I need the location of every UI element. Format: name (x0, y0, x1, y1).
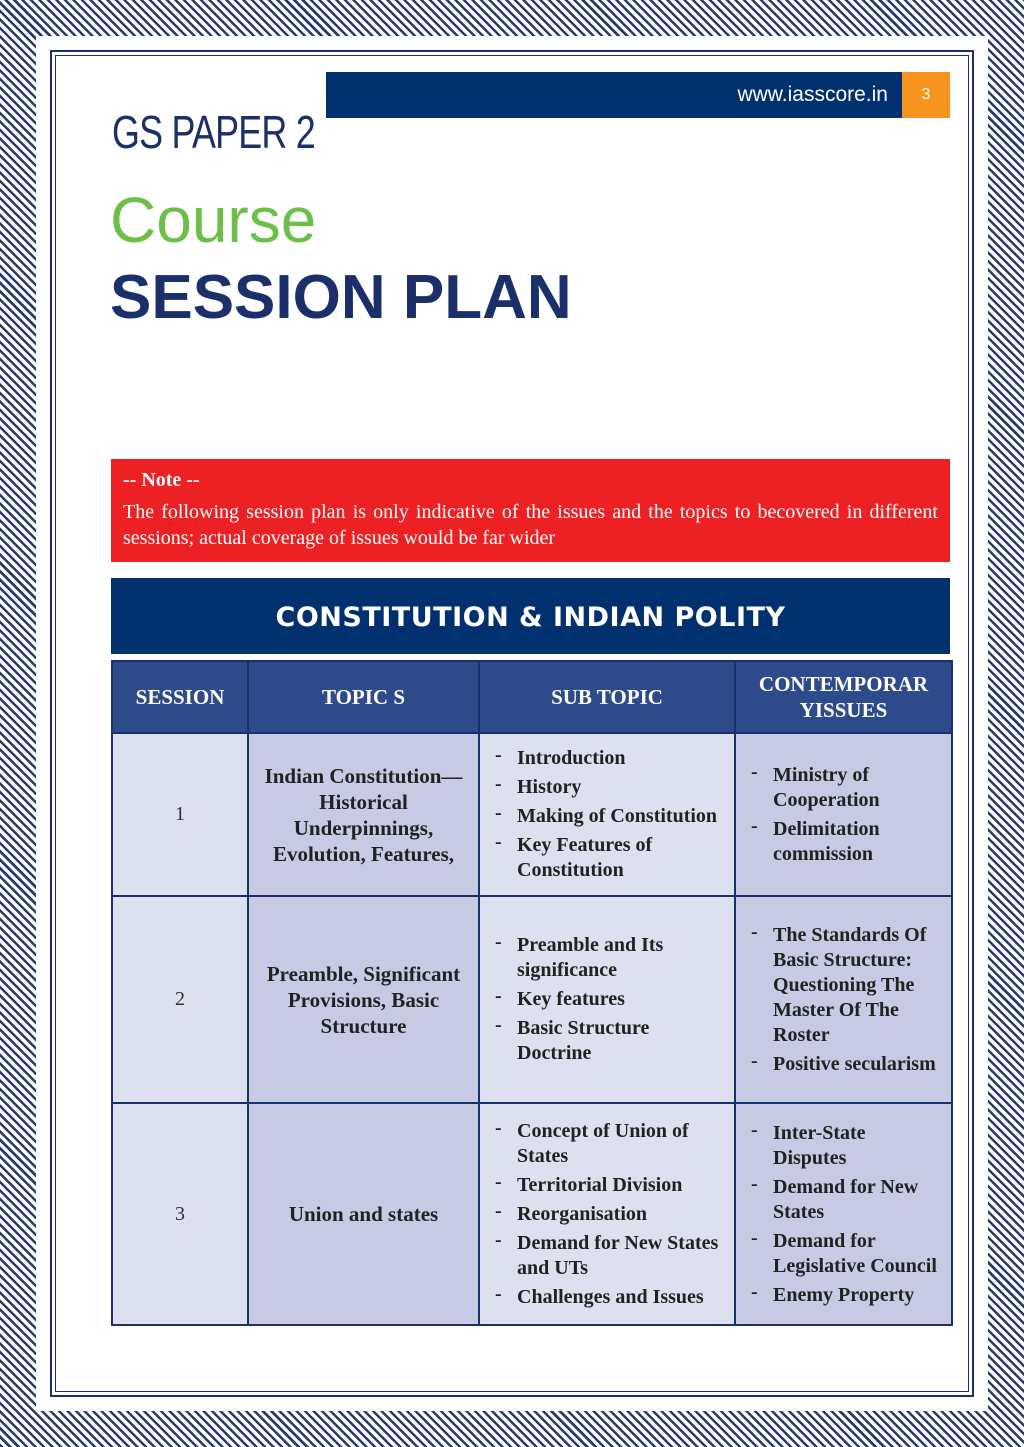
table-header-row (112, 661, 952, 733)
note-title: -- Note -- (123, 469, 200, 491)
list-item: - Demand for New States and UTs (493, 1231, 725, 1281)
session-number: 1 (112, 733, 248, 896)
table-row (112, 896, 952, 1103)
issues-list (737, 923, 950, 1077)
list-item: - Introduction (493, 746, 725, 771)
subtopic-list (481, 1119, 733, 1310)
table-row (112, 733, 952, 896)
session-number: 2 (112, 896, 248, 1103)
subtopic-cell (479, 1103, 735, 1325)
issues-cell (735, 1103, 952, 1325)
list-item: - Basic Structure Doctrine (493, 1016, 725, 1066)
session-plan-table (111, 660, 953, 1326)
list-item: - Ministry of Cooperation (749, 763, 942, 813)
list-item: - Key features (493, 987, 725, 1012)
paper-title: GS PAPER 2 (112, 106, 315, 158)
website-link[interactable]: www.iasscore.in (737, 83, 888, 106)
subtopic-cell (479, 733, 735, 896)
header-bar (326, 72, 902, 118)
list-item: - Concept of Union of States (493, 1119, 725, 1169)
issues-cell (735, 733, 952, 896)
list-item: - History (493, 775, 725, 800)
column-header-topics: TOPIC S (248, 661, 479, 733)
heading-course: Course (110, 184, 317, 256)
section-title: CONSTITUTION & INDIAN POLITY (111, 578, 950, 654)
column-header-contemporary-issues: CONTEMPORAR YISSUES (735, 661, 952, 733)
list-item: - The Standards Of Basic Structure: Questioning The Master Of The Roster (749, 923, 942, 1048)
subtopic-list (481, 933, 733, 1066)
list-item: - Delimitation commission (749, 817, 942, 867)
list-item: - Making of Constitution (493, 804, 725, 829)
list-item: - Positive secularism (749, 1052, 942, 1077)
note-body: The following session plan is only indicative of the issues and the topics to becovered in different sessions; actual coverage of issues would be far wider (123, 501, 938, 549)
issues-list (737, 1121, 950, 1308)
list-item: - Territorial Division (493, 1173, 725, 1198)
issues-list (737, 763, 950, 867)
table-row (112, 1103, 952, 1325)
subtopic-list (481, 746, 733, 883)
list-item: - Demand for New States (749, 1175, 942, 1225)
column-header-subtopic: SUB TOPIC (479, 661, 735, 733)
list-item: - Key Features of Constitution (493, 833, 725, 883)
topic-cell: Preamble, Significant Provisions, Basic Structure (248, 896, 479, 1103)
topic-cell: Union and states (248, 1103, 479, 1325)
issues-cell (735, 896, 952, 1103)
list-item: - Demand for Legislative Council (749, 1229, 942, 1279)
subtopic-cell (479, 896, 735, 1103)
list-item: - Challenges and Issues (493, 1285, 725, 1310)
page (36, 36, 988, 1411)
page-number: 3 (902, 72, 950, 118)
list-item: - Inter-State Disputes (749, 1121, 942, 1171)
heading-session-plan: SESSION PLAN (110, 263, 572, 332)
topic-cell: Indian Constitution— Historical Underpinnings, Evolution, Features, (248, 733, 479, 896)
list-item: - Reorganisation (493, 1202, 725, 1227)
note-box (111, 459, 950, 562)
session-number: 3 (112, 1103, 248, 1325)
list-item: - Preamble and Its significance (493, 933, 725, 983)
list-item: - Enemy Property (749, 1283, 942, 1308)
column-header-session: SESSION (112, 661, 248, 733)
